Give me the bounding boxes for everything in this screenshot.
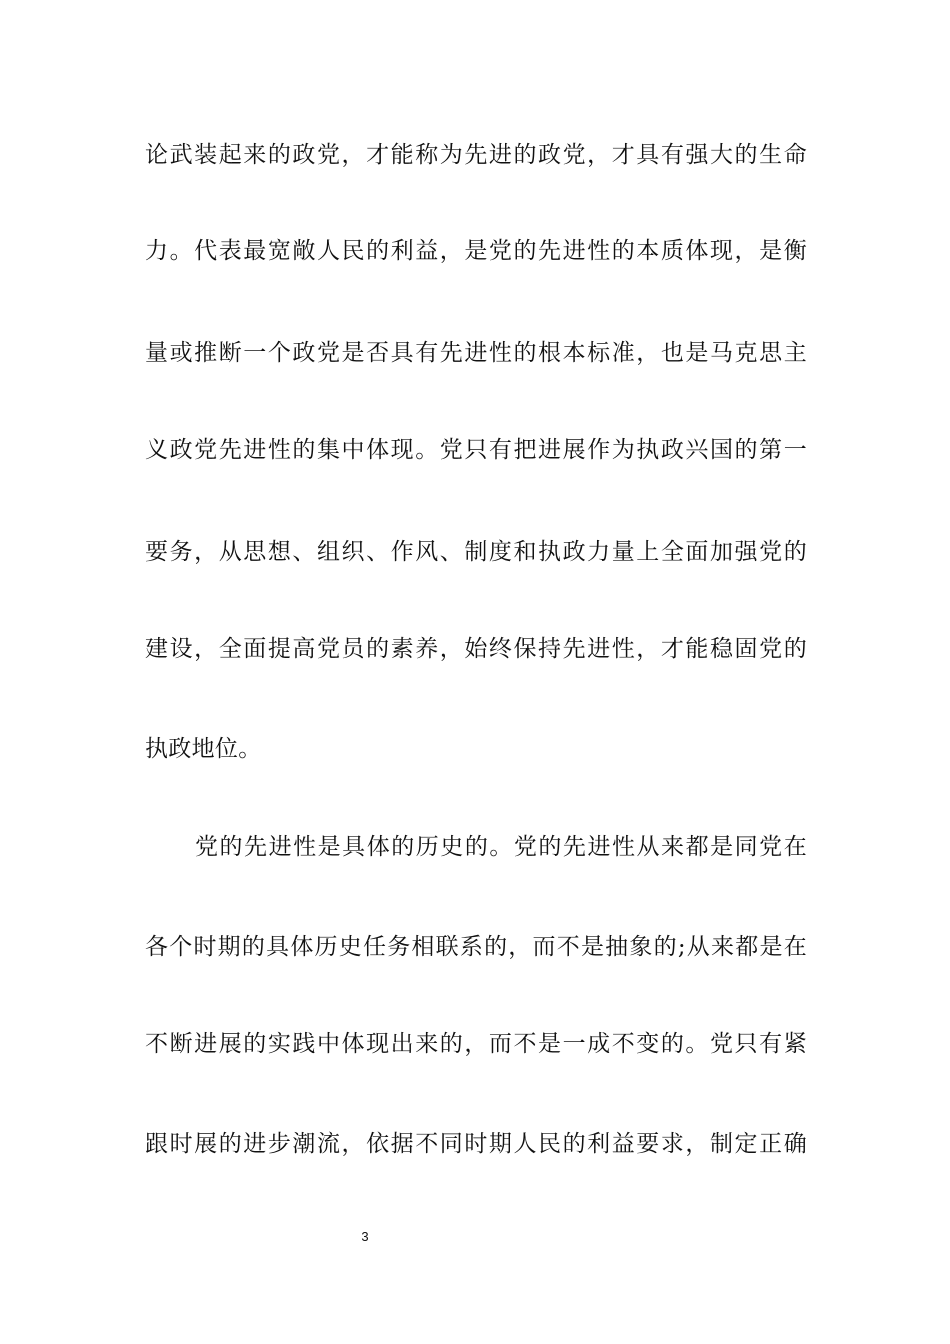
paragraph-start-line: 党的先进性是具体的历史的。党的先进性从来都是同党在 xyxy=(195,834,807,860)
text-line-10: 不断进展的实践中体现出来的，而不是一成不变的。党只有紧 xyxy=(145,1031,807,1057)
text-line-7: 执政地位。 xyxy=(145,736,262,762)
text-line-6: 建设，全面提高党员的素养，始终保持先进性，才能稳固党的 xyxy=(145,636,807,662)
text-line-2: 力。代表最宽敞人民的利益，是党的先进性的本质体现，是衡 xyxy=(145,238,807,264)
text-line-11: 跟时展的进步潮流，依据不同时期人民的利益要求，制定正确 xyxy=(145,1131,807,1157)
text-line-4: 义政党先进性的集中体现。党只有把进展作为执政兴国的第一 xyxy=(145,437,807,463)
page-number: 3 xyxy=(361,1229,369,1244)
text-line-1: 论武装起来的政党，才能称为先进的政党，才具有强大的生命 xyxy=(145,142,807,168)
text-line-5: 要务，从思想、组织、作风、制度和执政力量上全面加强党的 xyxy=(145,539,807,565)
text-line-9: 各个时期的具体历史任务相联系的，而不是抽象的;从来都是在 xyxy=(145,934,807,960)
text-line-3: 量或推断一个政党是否具有先进性的根本标准，也是马克思主 xyxy=(145,340,807,366)
